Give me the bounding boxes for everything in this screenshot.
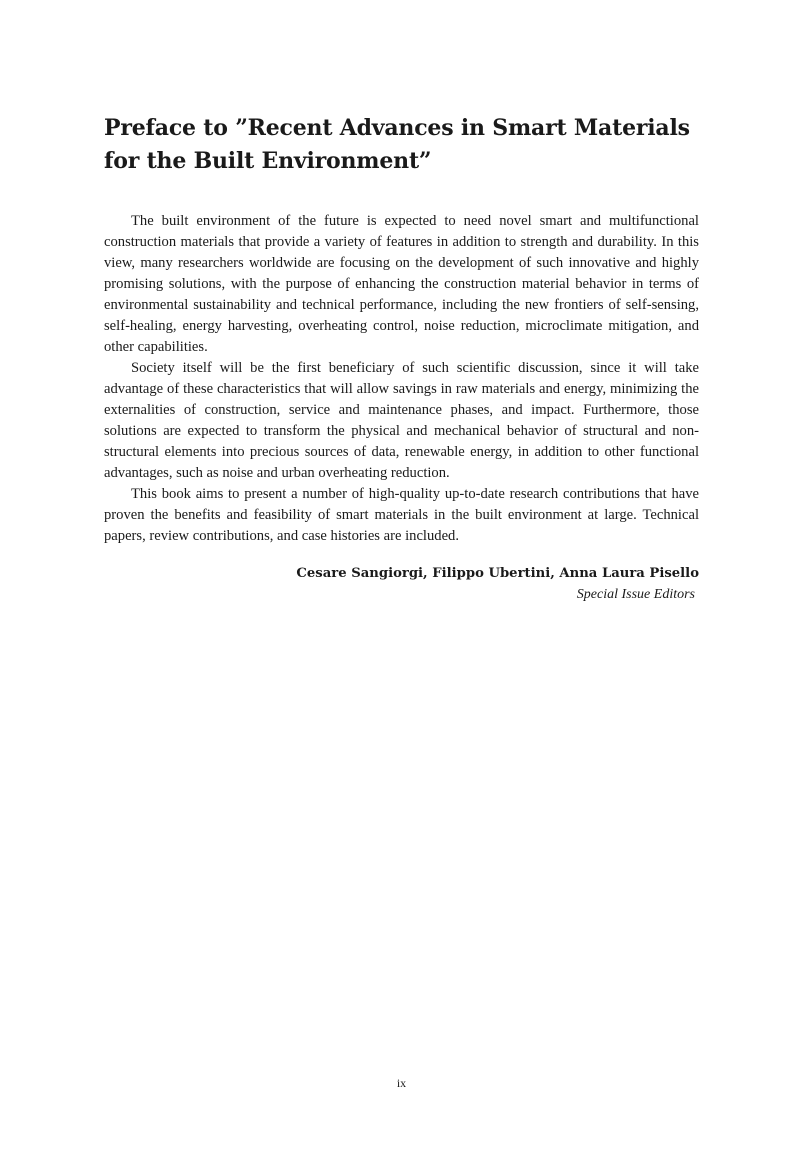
editor-role: Special Issue Editors [576, 587, 695, 602]
page-title: Preface to ”Recent Advances in Smart Materials for the Built Environment” [104, 115, 690, 174]
editor-names: Cesare Sangiorgi, Filippo Ubertini, Anna Laura Pisello [296, 566, 699, 581]
preface-body [104, 211, 699, 547]
document-page [104, 112, 699, 606]
page-number: ix [396, 1076, 407, 1090]
paragraph: This book aims to present a number of high-quality up-to-date research contributions that have proven the benefits and feasibility of smart materials in the built environment at large. Technical papers, review contributions, and case histories are included. [104, 486, 699, 544]
signature-block [104, 563, 699, 606]
paragraph: Society itself will be the first beneficiary of such scientific discussion, since it will take advantage of these characteristics that will allow savings in raw materials and energy, minimizing the externalities of construction, service and maintenance phases, and impact. Furthermore, those solutions are expected to transform the physical and mechanical behavior of structural and non-structural elements into precious sources of data, renewable energy, in addition to other functional advantages, such as noise and urban overheating reduction. [104, 360, 699, 481]
paragraph: The built environment of the future is expected to need novel smart and multifunctional construction materials that provide a variety of features in addition to strength and durability. In this view, many researchers worldwide are focusing on the development of such innovative and highly promising solutions, with the purpose of enhancing the construction material behavior in terms of environmental sustainability and technical performance, including the new frontiers of self-sensing, self-healing, energy harvesting, overheating control, noise reduction, microclimate mitigation, and other capabilities. [104, 213, 699, 355]
